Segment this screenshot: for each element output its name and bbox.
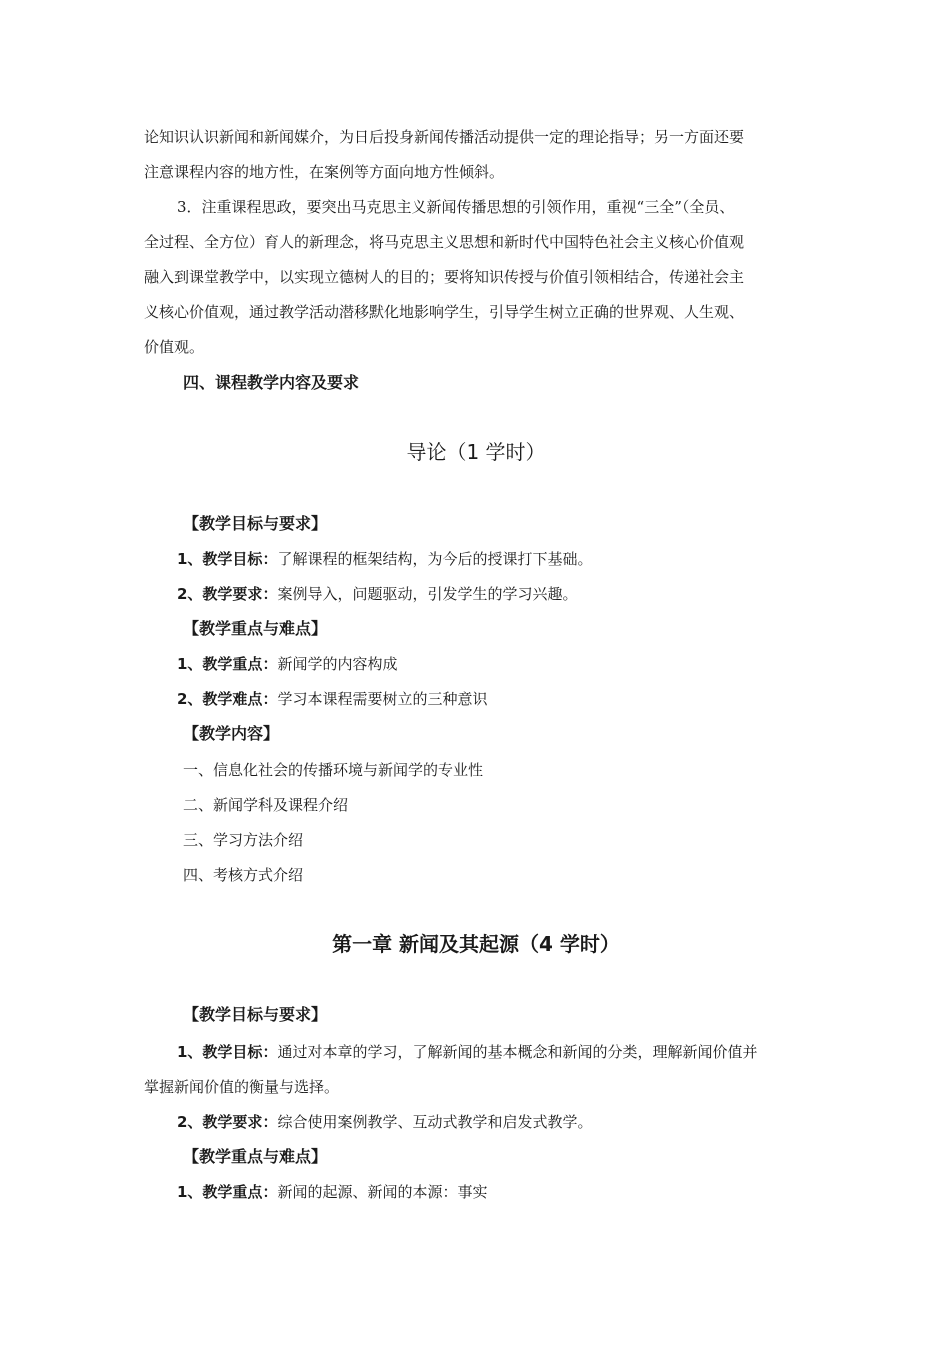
intro-goal-item bbox=[177, 544, 592, 574]
point-3-line-5: 价值观。 bbox=[144, 338, 205, 356]
section-4-heading: 四、课程教学内容及要求 bbox=[183, 373, 360, 392]
chapter-1-req-label: 2、教学要求： bbox=[177, 1113, 278, 1131]
intro-line-2: 注意课程内容的地方性，在案例等方面向地方性倾斜。 bbox=[144, 163, 505, 181]
chapter-1-keys-heading: 【教学重点与难点】 bbox=[183, 1147, 328, 1166]
intro-keys-heading: 【教学重点与难点】 bbox=[183, 619, 328, 638]
intro-req-item bbox=[177, 579, 577, 609]
intro-paragraph bbox=[144, 120, 812, 190]
intro-diff-item bbox=[177, 684, 487, 714]
intro-content-heading: 【教学内容】 bbox=[183, 724, 280, 743]
intro-key-item bbox=[177, 649, 397, 679]
intro-req-label: 2、教学要求： bbox=[177, 585, 278, 603]
intro-req-text: 案例导入，问题驱动，引发学生的学习兴趣。 bbox=[277, 585, 578, 603]
chapter-1-key-item bbox=[177, 1177, 487, 1207]
chapter-1-key-label: 1、教学重点： bbox=[177, 1183, 278, 1201]
intro-line-1: 论知识认识新闻和新闻媒介，为日后投身新闻传播活动提供一定的理论指导；另一方面还要 bbox=[144, 128, 745, 146]
chapter-1-goal-item bbox=[144, 1035, 812, 1105]
intro-key-label: 1、教学重点： bbox=[177, 655, 278, 673]
chapter-1-goal-text-2: 掌握新闻价值的衡量与选择。 bbox=[144, 1078, 340, 1096]
intro-diff-label: 2、教学难点： bbox=[177, 690, 278, 708]
point-3-line-3: 融入到课堂教学中，以实现立德树人的目的；要将知识传授与价值引领相结合，传递社会主 bbox=[144, 268, 745, 286]
intro-content-item: 一、信息化社会的传播环境与新闻学的专业性 bbox=[183, 761, 484, 779]
point-3-line-1: 3．注重课程思政，要突出马克思主义新闻传播思想的引领作用，重视“三全”（全员、 bbox=[177, 198, 735, 216]
chapter-1-req-text: 综合使用案例教学、互动式教学和启发式教学。 bbox=[277, 1113, 593, 1131]
intro-goal-label: 1、教学目标： bbox=[177, 550, 278, 568]
point-3-paragraph bbox=[144, 190, 812, 365]
intro-goals-heading: 【教学目标与要求】 bbox=[183, 514, 328, 533]
chapter-1-goal-label: 1、教学目标： bbox=[177, 1043, 278, 1061]
intro-content-item: 二、新闻学科及课程介绍 bbox=[183, 796, 349, 814]
chapter-1-req-item bbox=[177, 1107, 592, 1137]
intro-chapter-title: 导论（1 学时） bbox=[406, 440, 546, 464]
intro-content-item: 三、学习方法介绍 bbox=[183, 831, 304, 849]
intro-diff-text: 学习本课程需要树立的三种意识 bbox=[277, 690, 488, 708]
point-3-line-2: 全过程、全方位）育人的新理念，将马克思主义思想和新时代中国特色社会主义核心价值观 bbox=[144, 233, 745, 251]
chapter-1-title: 第一章 新闻及其起源（4 学时） bbox=[332, 932, 620, 956]
intro-goal-text: 了解课程的框架结构，为今后的授课打下基础。 bbox=[277, 550, 593, 568]
point-3-line-4: 义核心价值观，通过教学活动潜移默化地影响学生，引导学生树立正确的世界观、人生观、 bbox=[144, 303, 745, 321]
intro-content-item: 四、考核方式介绍 bbox=[183, 866, 304, 884]
chapter-1-goals-heading: 【教学目标与要求】 bbox=[183, 1005, 328, 1024]
chapter-1-goal-text-1: 通过对本章的学习，了解新闻的基本概念和新闻的分类，理解新闻价值并 bbox=[277, 1043, 758, 1061]
intro-key-text: 新闻学的内容构成 bbox=[277, 655, 398, 673]
chapter-1-key-text: 新闻的起源、新闻的本源：事实 bbox=[277, 1183, 488, 1201]
